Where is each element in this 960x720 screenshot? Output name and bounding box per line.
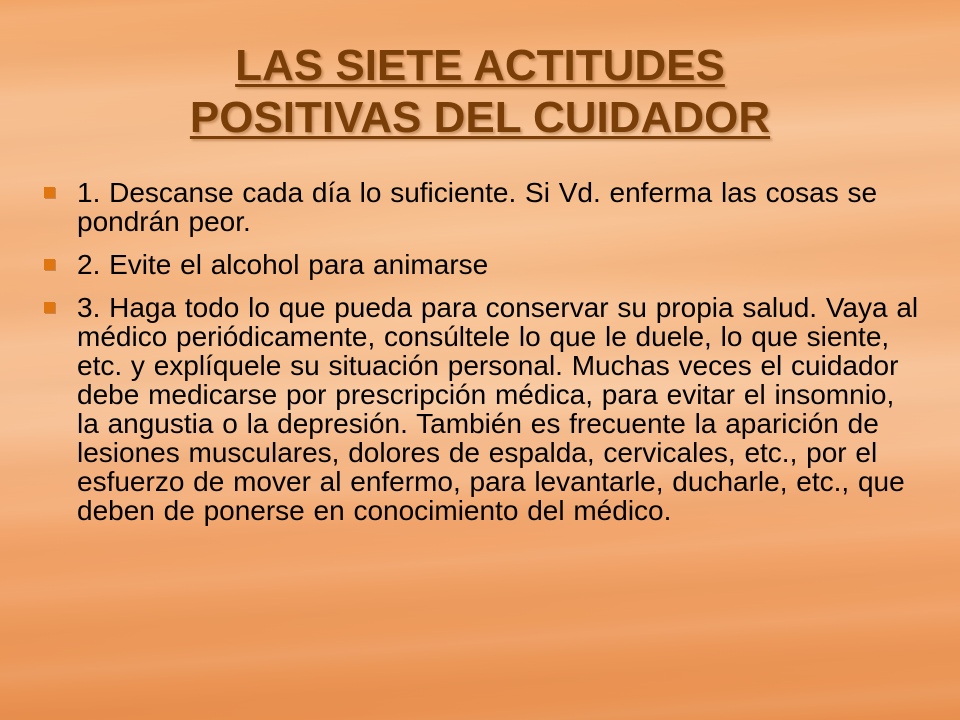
bullet-item [40,178,920,236]
slide-title [60,40,900,144]
bullet-text: 1. Descanse cada día lo suficiente. Si Vd. enferma las cosas se pondrán peor. [77,177,878,237]
bullet-item [40,250,920,279]
bullet-list [40,178,920,539]
square-bullet-icon [44,187,55,198]
bullet-text: 3. Haga todo lo que pueda para conservar su propia salud. Vaya al médico periódicamente, consúltele lo que le duele, lo que siente, etc. y explíquele su situación personal. Muchas veces el cuidador debe medicarse por prescripción médica, para evitar el insomnio, la angustia o la depresión. También es frecuente la aparición de lesiones musculares, dolores de espalda, cervicales, etc., por el esfuerzo de mover al enfermo, para levantarle, ducharle, etc., que deben de ponerse en conocimiento del médico. [77,292,919,526]
slide-title-line-2: POSITIVAS DEL CUIDADOR [189,93,771,142]
square-bullet-icon [44,259,55,270]
bullet-text: 2. Evite el alcohol para animarse [77,249,489,280]
bullet-item [40,293,920,525]
square-bullet-icon [44,302,55,313]
slide-title-line-1: LAS SIETE ACTITUDES [235,41,725,90]
